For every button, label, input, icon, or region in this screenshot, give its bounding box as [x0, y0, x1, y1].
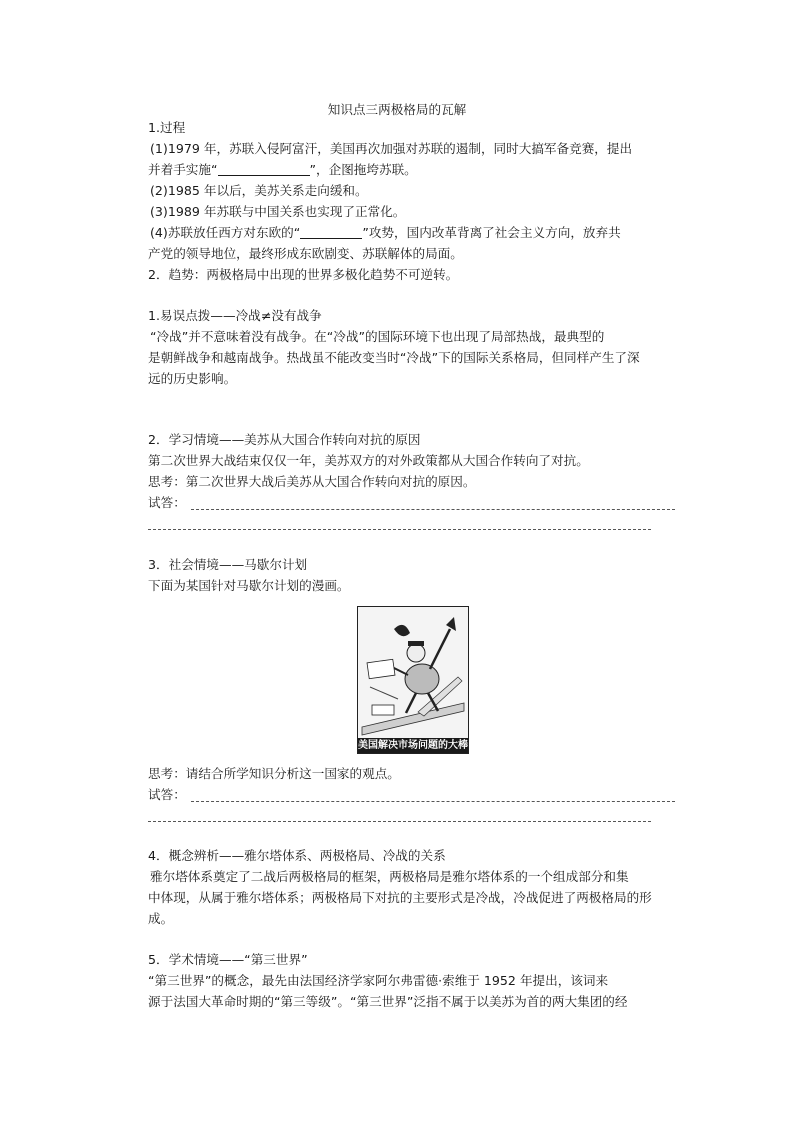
answer-line[interactable] — [191, 801, 675, 802]
misconception-line-2: 是朝鲜战争和越南战争。热战虽不能改变当时“冷战”下的国际关系格局，但同样产生了深 — [148, 350, 640, 365]
process-item-3: (3)1989 年苏联与中国关系也实现了正常化。 — [150, 204, 406, 219]
misconception-line-1: “冷战”并不意味着没有战争。在“冷战”的国际环境下也出现了局部热战，最典型的 — [150, 329, 605, 344]
answer-line[interactable] — [148, 529, 651, 530]
learning-heading: 2．学习情境——美苏从大国合作转向对抗的原因 — [148, 432, 421, 447]
social-answer-label: 试答： — [148, 787, 186, 802]
social-think: 思考：请结合所学知识分析这一国家的观点。 — [148, 766, 400, 781]
process-heading: 1.过程 — [148, 120, 186, 135]
fill-blank-1[interactable] — [218, 161, 310, 176]
academic-line-2: 源于法国大革命时期的“第三等级”。“第三世界”泛指不属于以美苏为首的两大集团的经 — [148, 994, 628, 1009]
learning-line-1: 第二次世界大战结束仅仅一年，美苏双方的对外政策都从大国合作转向了对抗。 — [148, 453, 589, 468]
process-item-4a: (4)苏联放任西方对东欧的“ ”攻势，国内改革背离了社会主义方向，放弃共 — [150, 225, 621, 240]
answer-line[interactable] — [191, 509, 675, 510]
trend-text: 2．趋势：两极格局中出现的世界多极化趋势不可逆转。 — [148, 267, 459, 282]
concept-line-2: 中体现，从属于雅尔塔体系；两极格局下对抗的主要形式是冷战，冷战促进了两极格局的形 — [148, 890, 652, 905]
answer-line[interactable] — [148, 821, 651, 822]
learning-think: 思考：第二次世界大战后美苏从大国合作转向对抗的原因。 — [148, 474, 476, 489]
concept-line-1: 雅尔塔体系奠定了二战后两极格局的框架，两极格局是雅尔塔体系的一个组成部分和集 — [150, 869, 629, 884]
process-item-2: (2)1985 年以后，美苏关系走向缓和。 — [150, 183, 368, 198]
process-item-1a: (1)1979 年，苏联入侵阿富汗，美国再次加强对苏联的遏制，同时大搞军备竞赛，提出 — [150, 141, 633, 156]
academic-heading: 5．学术情境——“第三世界” — [148, 952, 308, 967]
concept-line-3: 成。 — [148, 911, 174, 926]
learning-answer-label: 试答： — [148, 495, 186, 510]
page-title: 知识点三两极格局的瓦解 — [327, 102, 467, 117]
cartoon-drawing — [358, 607, 468, 738]
misconception-line-3: 远的历史影响。 — [148, 371, 237, 386]
cartoon-caption: 美国解决市场问题的大棒 — [358, 740, 468, 751]
misconception-heading: 1.易误点拨——冷战≠没有战争 — [148, 308, 322, 323]
social-heading: 3．社会情境——马歇尔计划 — [148, 557, 308, 572]
marshall-plan-cartoon — [357, 606, 469, 754]
concept-heading: 4．概念辨析——雅尔塔体系、两极格局、冷战的关系 — [148, 848, 446, 863]
fill-blank-2[interactable] — [300, 224, 362, 239]
academic-line-1: “第三世界”的概念，最先由法国经济学家阿尔弗雷德·索维于 1952 年提出，该词来 — [148, 973, 609, 988]
social-line-1: 下面为某国针对马歇尔计划的漫画。 — [148, 578, 350, 593]
process-item-4b: 产党的领导地位，最终形成东欧剧变、苏联解体的局面。 — [148, 246, 463, 261]
process-item-1b: 并着手实施“ ”，企图拖垮苏联。 — [148, 162, 417, 177]
